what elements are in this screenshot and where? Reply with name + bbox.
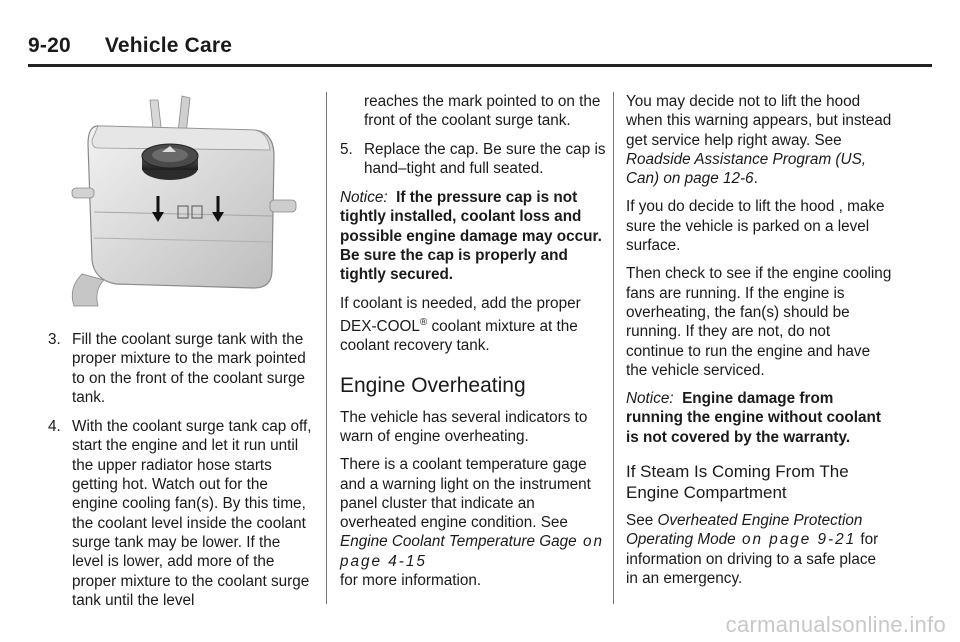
step-3: 3. Fill the coolant surge tank with the proper mixture to the mark pointed to on the front of the coolant surge tank. <box>48 331 306 406</box>
watermark: carmanualsonline.info <box>725 612 946 637</box>
step-4-continued: reaches the mark pointed to on the front of the coolant surge tank. <box>364 93 601 130</box>
coolant-surge-tank-illustration <box>58 92 304 308</box>
cross-reference[interactable]: Overheated Engine Protection Operating Mode <box>626 512 863 549</box>
service-paragraph: You may decide not to lift the hood when this warning appears, but instead get service help right away. See Roadside Assistance Program (US, Can) on page 12‑6. <box>626 93 892 188</box>
gage-paragraph: There is a coolant temperature gage and a warning light on the instrument panel cluster that indicate an overheated engine condition. See Engine Coolant Temperature Gage on page 4‑15 for more information. <box>340 456 604 590</box>
section-heading: Engine Overheating <box>340 373 526 397</box>
column-right <box>626 92 892 597</box>
steam-paragraph: See Overheated Engine Protection Operating Mode on page 9‑21 for information on driving to a safe place in an emergency. <box>626 512 879 587</box>
page-header <box>28 34 232 58</box>
column-divider <box>326 92 327 604</box>
notice-warranty: Notice: Engine damage from running the engine without coolant is not covered by the warranty. <box>626 390 881 446</box>
cross-reference[interactable]: Engine Coolant Temperature Gage <box>340 533 577 551</box>
hood-paragraph: If you do decide to lift the hood , make sure the vehicle is parked on a level surface. <box>626 198 885 255</box>
step-5: 5. Replace the cap. Be sure the cap is hand–tight and full seated. <box>340 140 606 177</box>
section-title: Vehicle Care <box>104 34 233 57</box>
column-left <box>48 330 316 620</box>
step-4: 4. With the coolant surge tank cap off, start the engine and let it run until the upper radiator hose starts getting hot. Watch out for the engine cooling fan(s). By this time, the coolant level inside the coolant surge tank may be lower. If the level is lower, add more of the proper mixture to the coolant surge tank until the level <box>48 418 312 609</box>
indicators-paragraph: The vehicle has several indicators to warn of engine overheating. <box>340 408 588 445</box>
step-text: Fill the coolant surge tank with the proper mixture to the mark pointed to on the front of the coolant surge tank. <box>72 331 306 406</box>
coolant-paragraph: If coolant is needed, add the proper DEX-COOL® coolant mixture at the coolant recovery tank. <box>340 294 581 355</box>
notice-pressure-cap: Notice: If the pressure cap is not tightly installed, coolant loss and possible engine damage may occur. Be sure the cap is properly and tightly secured. <box>340 189 602 284</box>
cross-reference[interactable]: Roadside Assistance Program (US, Can) on page 12‑6 <box>626 150 867 188</box>
column-middle <box>340 92 606 599</box>
column-divider <box>613 92 614 604</box>
fans-paragraph: Then check to see if the engine cooling fans are running. If the engine is overheating, the fan(s) should be running. If they are not, do not continue to run the engine and have the vehicle serviced. <box>626 265 892 379</box>
step-text: Replace the cap. Be sure the cap is hand–tight and full seated. <box>364 140 606 177</box>
step-text: With the coolant surge tank cap off, start the engine and let it run until the upper radiator hose starts getting hot. Watch out for the engine cooling fan(s). By this time, the coolant level inside the coolant surge tank may be lower. If the level is lower, add more of the proper mixture to the coolant surge tank until the level <box>72 418 312 609</box>
header-rule <box>28 64 932 67</box>
subsection-heading: If Steam Is Coming From The Engine Compartment <box>626 462 849 503</box>
page-number: 9-20 <box>28 34 71 57</box>
